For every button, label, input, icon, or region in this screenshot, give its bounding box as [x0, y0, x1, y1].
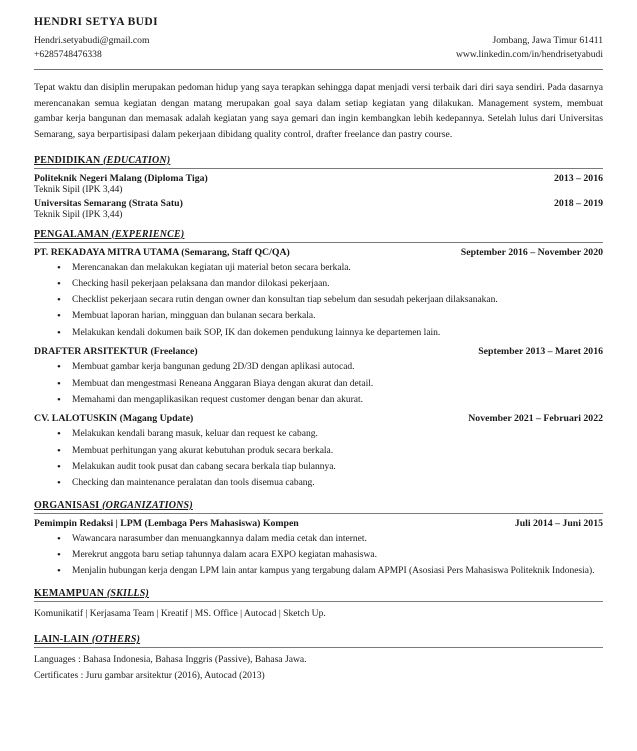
organization-entry	[34, 518, 603, 579]
education-period: 2013 – 2016	[554, 172, 603, 184]
experience-company: PT. REKADAYA MITRA UTAMA (Semarang, Staff QC/QA)	[34, 246, 290, 258]
section-title-experience-ital: (EXPERIENCE)	[111, 228, 185, 240]
list-item: • Membuat dan mengestmasi Reneana Anggaran Biaya dengan akurat dan detail.	[70, 377, 603, 392]
experience-period: September 2013 – Maret 2016	[478, 346, 603, 358]
phone-text: +6285748476338	[34, 48, 102, 60]
section-rule-organizations	[34, 513, 603, 514]
section-education	[34, 155, 603, 220]
experience-entry-head	[34, 346, 603, 357]
section-experience	[34, 229, 603, 491]
list-item: • Wawancara narasumber dan menuangkannya dalam media cetak dan internet.	[70, 532, 603, 547]
education-period: 2018 – 2019	[554, 197, 603, 209]
section-rule-experience	[34, 242, 603, 243]
list-item: • Checking hasil pekerjaan pelaksana dan mandor dilokasi pekerjaan.	[70, 277, 603, 292]
location-text: Jombang, Jawa Timur 61411	[492, 35, 603, 46]
email-text: Hendri.setyabudi@gmail.com	[34, 35, 150, 46]
experience-entry-head	[34, 247, 603, 258]
education-institution: Universitas Semarang (Strata Satu)	[34, 197, 183, 209]
list-item: • Menjalin hubungan kerja dengan LPM lain antar kampus yang tergabung dalam APMPI (Asosiasi Pers Mahasiswa Politeknik Indonesia).	[70, 564, 603, 579]
education-detail: Teknik Sipil (IPK 3,44)	[34, 184, 123, 195]
experience-period: September 2016 – November 2020	[460, 246, 603, 258]
others-line: Certificates : Juru gambar arsitektur (2016), Autocad (2013)	[34, 669, 265, 681]
education-entry-head	[34, 198, 603, 209]
section-title-organizations-main: ORGANISASI	[34, 499, 100, 511]
experience-bullets	[34, 427, 603, 490]
education-detail: Teknik Sipil (IPK 3,44)	[34, 209, 123, 220]
experience-entry	[34, 346, 603, 407]
organization-role: Pemimpin Redaksi | LPM (Lembaga Pers Mahasiswa) Kompen	[34, 517, 299, 529]
list-item: • Checking dan maintenance peralatan dan tools disemua cabang.	[70, 476, 603, 491]
section-skills	[34, 588, 603, 621]
candidate-name: HENDRI SETYA BUDI	[34, 16, 158, 28]
list-item: • Melakukan kendali barang masuk, keluar dan request ke cabang.	[70, 427, 603, 442]
section-rule-education	[34, 168, 603, 169]
list-item: • Memahami dan mengaplikasikan request customer dengan benar dan akurat.	[70, 393, 603, 408]
section-title-others	[34, 634, 603, 645]
experience-company: CV. LALOTUSKIN (Magang Update)	[34, 413, 194, 425]
section-rule-skills	[34, 601, 603, 602]
section-others	[34, 634, 603, 683]
header-divider	[34, 69, 603, 70]
list-item: • Melakukan kendali dokumen baik SOP, IK dan dokemen pendukung lainnya ke departemen lain.	[70, 326, 603, 341]
others-line: Languages : Bahasa Indonesia, Bahasa Inggris (Passive), Bahasa Jawa.	[34, 654, 307, 666]
section-title-skills	[34, 588, 603, 599]
section-title-education-main: PENDIDIKAN	[34, 154, 101, 166]
list-item: • Membuat laporan harian, mingguan dan bulanan secara berkala.	[70, 309, 603, 324]
organization-entry-head	[34, 518, 603, 529]
experience-entry	[34, 247, 603, 341]
section-title-others-ital: (OTHERS)	[91, 634, 141, 646]
list-item: • Membuat perhitungan yang akurat kebutuhan produk secara berkala.	[70, 444, 603, 459]
experience-period: November 2021 – Februari 2022	[468, 413, 603, 425]
organization-period: Juli 2014 – Juni 2015	[514, 517, 603, 529]
section-rule-others	[34, 647, 603, 648]
education-entry	[34, 198, 603, 220]
skills-line: Komunikatif | Kerjasama Team | Kreatif | MS. Office | Autocad | Sketch Up.	[34, 607, 326, 619]
section-title-education-ital: (EDUCATION)	[103, 154, 171, 166]
section-title-others-main: LAIN-LAIN	[34, 634, 90, 646]
contact-right	[456, 34, 603, 62]
organization-bullets	[34, 532, 603, 579]
contact-row	[34, 34, 603, 62]
section-organizations	[34, 500, 603, 579]
experience-company: DRAFTER ARSITEKTUR (Freelance)	[34, 346, 198, 358]
section-title-skills-ital: (SKILLS)	[106, 587, 149, 599]
linkedin-link[interactable]: www.linkedin.com/in/hendrisetyabudi	[456, 48, 603, 60]
experience-entry	[34, 413, 603, 490]
section-title-organizations-ital: (ORGANIZATIONS)	[102, 499, 193, 511]
list-item: • Checklist pekerjaan secara rutin dengan owner dan konsultan tiap sebelum dan sesudah pekerjaan dilaksanakan.	[70, 293, 603, 308]
section-title-experience-main: PENGALAMAN	[34, 228, 109, 240]
list-item: • Membuat gambar kerja bangunan gedung 2D/3D dengan aplikasi autocad.	[70, 360, 603, 375]
contact-left	[34, 34, 149, 62]
section-title-experience	[34, 229, 603, 240]
education-institution: Politeknik Negeri Malang (Diploma Tiga)	[34, 172, 208, 184]
education-entry	[34, 173, 603, 195]
section-title-skills-main: KEMAMPUAN	[34, 587, 105, 599]
section-title-organizations	[34, 500, 603, 511]
list-item: • Merencanakan dan melakukan kegiatan uji material beton secara berkala.	[70, 261, 603, 276]
education-entry-head	[34, 173, 603, 184]
experience-bullets	[34, 360, 603, 407]
summary-paragraph: Tepat waktu dan disiplin merupakan pedoman hidup yang saya terapkan sehingga dapat menjadi versi terbaik dari diri saya sendiri. Pada dasarnya merencanakan semua kegiatan dengan matang merupakan goal saya dalam setiap kegiatan yang dilakukan. Management system, membuat gambar kerja bangunan dan memasak adalah kegiatan yang saya gemari dan ingin kembangkan lebih kedepannya. Setelah lulus dari Universitas Semarang, saya berpartisipasi dalam pekerjaan dibidang quality control, drafter freelance dan pastry course.	[34, 81, 603, 140]
experience-bullets	[34, 261, 603, 341]
experience-entry-head	[34, 413, 603, 424]
list-item: • Merekrut anggota baru setiap tahunnya dalam acara EXPO kegiatan mahasiswa.	[70, 548, 603, 563]
section-title-education	[34, 155, 603, 166]
list-item: • Melakukan audit took pusat dan cabang secara berkala tiap bulannya.	[70, 460, 603, 475]
